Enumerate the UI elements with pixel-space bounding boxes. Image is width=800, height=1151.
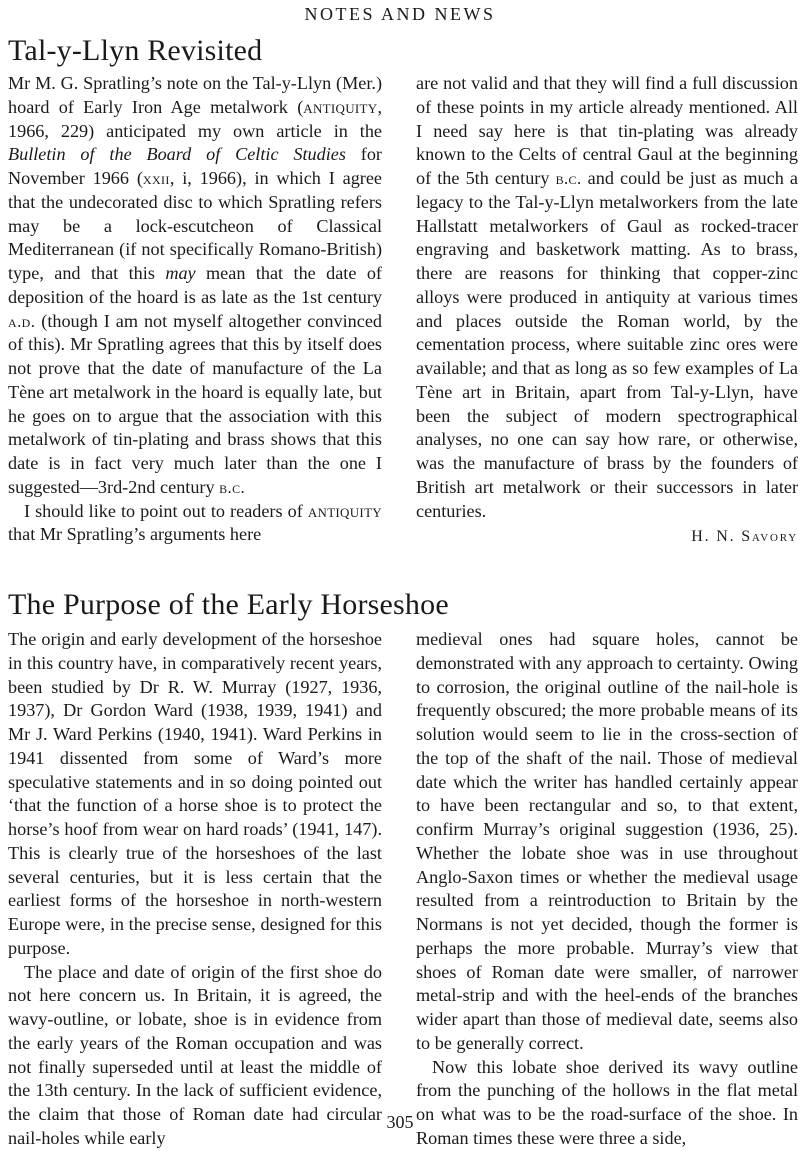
article2-paragraph-2-continued: medieval ones had square holes, cannot be demonstrated with any approach to certainty. Owing to corrosion, the original outline of the nail-hole is frequently obscured; the more probable means of its solution would seem to lie in the cross-section of the top of the shaft of the nail. Those of medieval date which the writer has handled certainly appear to have been rectangular and so, to that extent, confirm Murray’s original suggestion (1936, 25). Whether the lobate shoe was in use throughout Anglo-Saxon times or whether the medieval usage resulted from a reintroduction to Britain by the Normans is not yet decided, though the former is perhaps the more probable. Murray’s view that shoes of Roman date were smaller, of narrower metal-strip and with the heel-ends of the branches wider apart than those of medieval date, seems also to be generally correct.: [416, 629, 798, 1053]
article2-right-column: [416, 628, 798, 1151]
emphasis-may: may: [165, 263, 196, 283]
article-title-tal-y-llyn: Tal-y-Llyn Revisited: [8, 34, 263, 67]
article-title-early-horseshoe: The Purpose of the Early Horseshoe: [8, 588, 449, 621]
article1-author: H. N. Savory: [691, 528, 798, 546]
article1-left-column: [8, 72, 382, 547]
article1-paragraph-1: Mr M. G. Spratling’s note on the Tal-y-Llyn (Mer.) hoard of Early Iron Age metalwork (antiquity, 1966, 229) anticipated my own article in the Bulletin of the Board of Celtic Studies for November 1966 (xxii, i, 1966), in which I agree that the undecorated disc to which Spratling refers may be a lock-escutcheon of Classical Mediterranean (if not specifically Romano-British) type, and that this may mean that the date of deposition of the hoard is as late as the 1st century a.d. (though I am not myself altogether convinced of this). Mr Spratling agrees that this by itself does not prove that the date of manufacture of the La Tène art metalwork in the hoard is equally late, but he goes on to argue that the association with this metalwork of tin-plating and brass shows that this date is in fact very much later than the one I suggested—3rd-2nd century b.c.: [8, 73, 382, 497]
article2-paragraph-3: Now this lobate shoe derived its wavy outline from the punching of the hollows in the flat metal on what was to be the road-surface of the shoe. In Roman times these were three a side,: [416, 1056, 798, 1148]
journal-name: antiquity: [307, 500, 382, 521]
page-number: 305: [386, 1112, 414, 1132]
running-head: NOTES AND NEWS: [304, 4, 496, 24]
article2-paragraph-1: The origin and early development of the horseshoe in this country have, in comparatively recent years, been studied by Dr R. W. Murray (1927, 1936, 1937), Dr Gordon Ward (1938, 1939, 1941) and Mr J. Ward Perkins (1940, 1941). Ward Perkins in 1941 dissented from some of Ward’s more speculative statements and in so doing pointed out ‘that the function of a horse shoe is to protect the horse’s hoof from wear on hard roads’ (1941, 147). This is clearly true of the horseshoes of the last several centuries, but it is less certain that the earliest forms of the horseshoe in north-western Europe were, in the precise sense, designed for this purpose.: [8, 629, 382, 958]
article1-paragraph-2: I should like to point out to readers of antiquity that Mr Spratling’s arguments here: [8, 500, 382, 545]
article2-left-column: [8, 628, 382, 1151]
article2-paragraph-2: The place and date of origin of the first shoe do not here concern us. In Britain, it is agreed, the wavy-outline, or lobate, shoe is in evidence from the early years of the Roman occupation and was not finally superseded until at least the middle of the 13th century. In the lack of sufficient evidence, the claim that those of Roman date had circular nail-holes while early: [8, 961, 382, 1148]
journal-name: antiquity: [303, 96, 378, 117]
journal-title-italic: Bulletin of the Board of Celtic Studies: [8, 144, 346, 165]
article1-right-column: [416, 72, 798, 549]
article1-paragraph-2-continued: are not valid and that they will find a full discussion of these points in my article already mentioned. All I need say here is that tin-plating was already known to the Celts of central Gaul at the beginning of the 5th century b.c. and could be just as much a legacy to the Tal-y-Llyn metalworkers from the late Hallstatt metalworkers of Gaul as rocked-tracer engraving and basketwork matting. As to brass, there are reasons for thinking that copper-zinc alloys were produced in antiquity at various times and places outside the Roman world, by the cementation process, where suitable zinc ores were available; and that as long as so few examples of La Tène art in Britain, apart from Tal-y-Llyn, have been the subject of modern spectrographical analyses, no one can say how rare, or otherwise, was the manufacture of brass by the founders of British art metalwork or their successors in later centuries.: [416, 73, 798, 521]
